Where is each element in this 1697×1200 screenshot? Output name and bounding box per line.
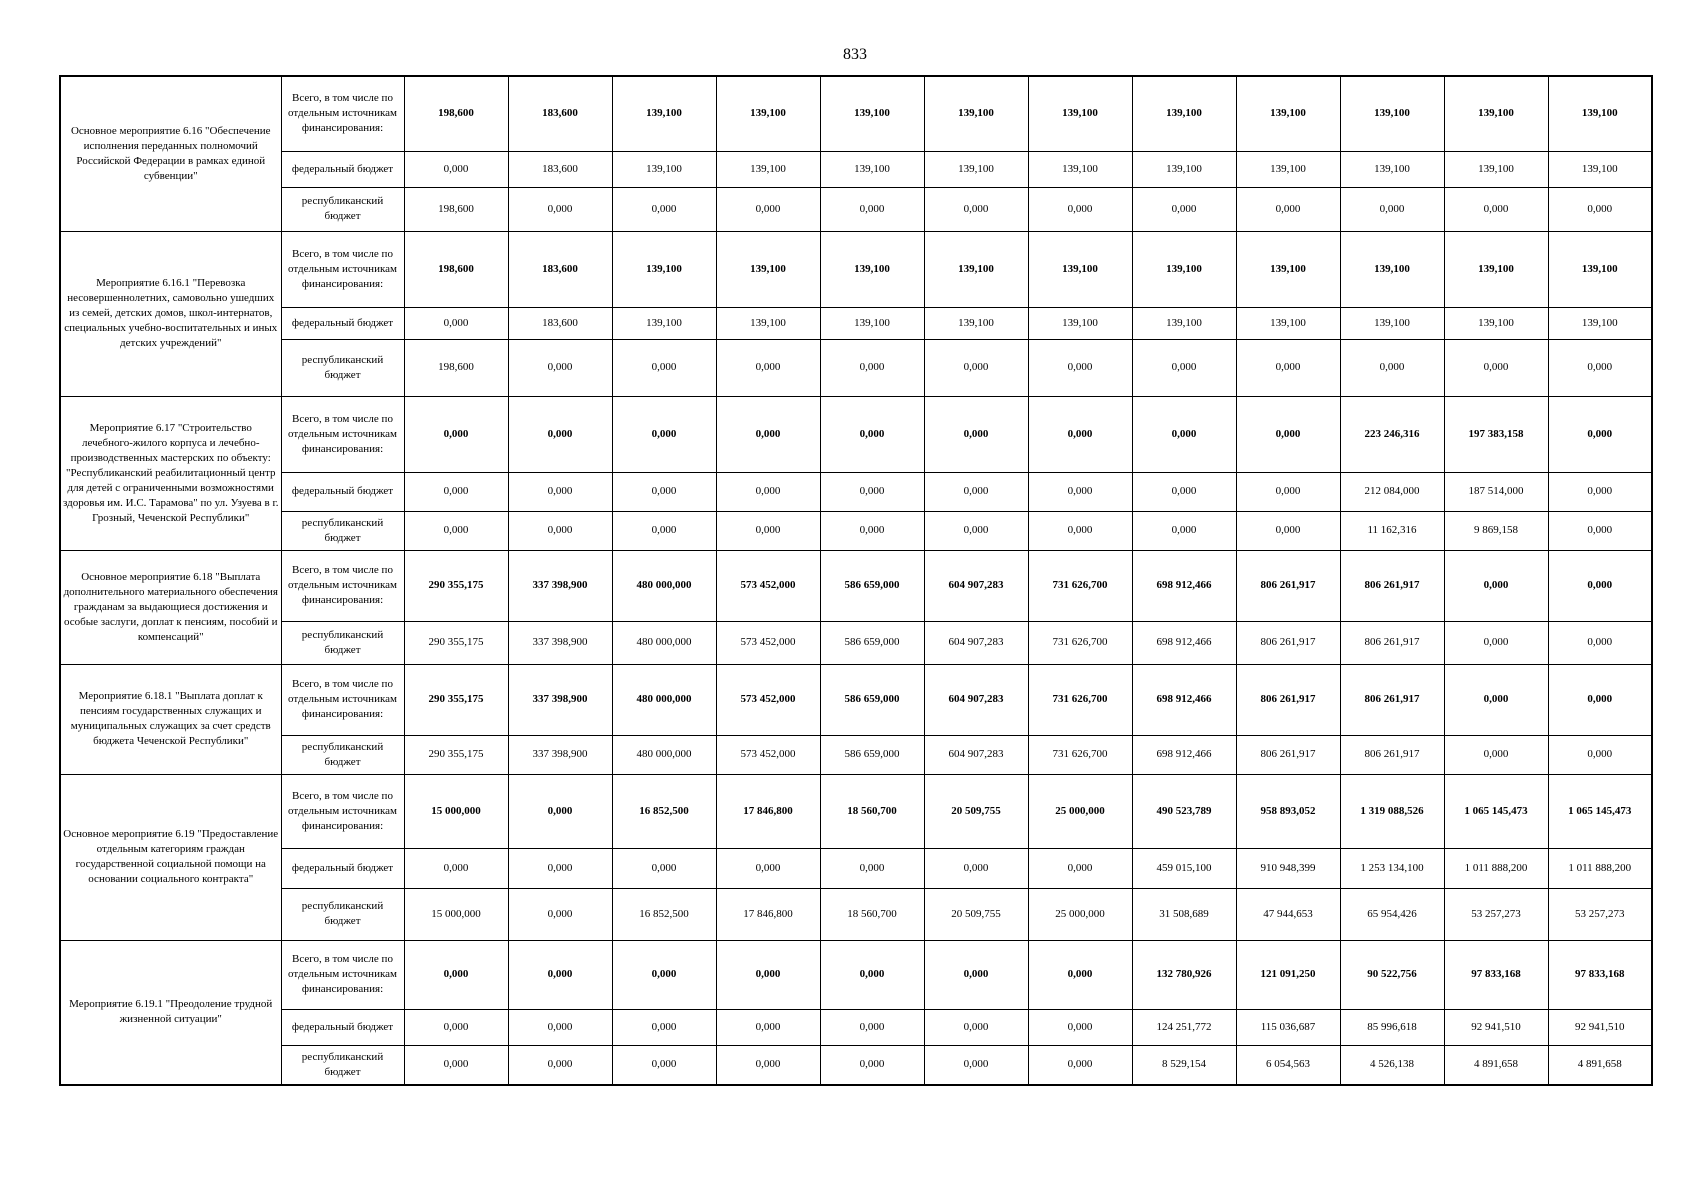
value-cell: 4 891,658 (1444, 1045, 1548, 1085)
value-cell: 139,100 (1236, 151, 1340, 187)
value-cell: 0,000 (820, 1045, 924, 1085)
funding-source-federal: федеральный бюджет (281, 1009, 404, 1045)
value-cell: 139,100 (716, 307, 820, 339)
value-cell: 0,000 (1548, 621, 1652, 664)
value-cell: 183,600 (508, 76, 612, 151)
value-cell: 18 560,700 (820, 888, 924, 940)
measure-title: Мероприятие 6.16.1 "Перевозка несовершеннолетних, самовольно ушедших из семей, детских домов, школ-интернатов, специальных учебно-воспитательных и иных детских учреждений" (60, 231, 281, 396)
value-cell: 1 319 088,526 (1340, 774, 1444, 848)
table-row (60, 76, 1652, 151)
value-cell: 31 508,689 (1132, 888, 1236, 940)
value-cell: 20 509,755 (924, 774, 1028, 848)
value-cell: 0,000 (1444, 735, 1548, 774)
value-cell: 480 000,000 (612, 664, 716, 735)
value-cell: 604 907,283 (924, 550, 1028, 621)
value-cell: 480 000,000 (612, 735, 716, 774)
value-cell: 139,100 (1028, 151, 1132, 187)
value-cell: 197 383,158 (1444, 396, 1548, 472)
value-cell: 698 912,466 (1132, 550, 1236, 621)
value-cell: 139,100 (1236, 76, 1340, 151)
value-cell: 604 907,283 (924, 735, 1028, 774)
funding-source-total: Всего, в том числе по отдельным источникам финансирования: (281, 396, 404, 472)
value-cell: 731 626,700 (1028, 550, 1132, 621)
value-cell: 139,100 (1340, 307, 1444, 339)
value-cell: 0,000 (1028, 511, 1132, 550)
value-cell: 139,100 (1236, 231, 1340, 307)
value-cell: 0,000 (1548, 472, 1652, 511)
value-cell: 0,000 (716, 187, 820, 231)
value-cell: 53 257,273 (1548, 888, 1652, 940)
value-cell: 0,000 (1340, 187, 1444, 231)
value-cell: 806 261,917 (1340, 550, 1444, 621)
value-cell: 0,000 (404, 1045, 508, 1085)
funding-source-republic: республиканский бюджет (281, 1045, 404, 1085)
value-cell: 139,100 (1132, 76, 1236, 151)
value-cell: 337 398,900 (508, 550, 612, 621)
value-cell: 65 954,426 (1340, 888, 1444, 940)
value-cell: 16 852,500 (612, 774, 716, 848)
value-cell: 0,000 (508, 774, 612, 848)
table-row (60, 550, 1652, 621)
value-cell: 604 907,283 (924, 621, 1028, 664)
value-cell: 0,000 (820, 187, 924, 231)
value-cell: 132 780,926 (1132, 940, 1236, 1009)
value-cell: 90 522,756 (1340, 940, 1444, 1009)
funding-source-republic: республиканский бюджет (281, 187, 404, 231)
value-cell: 139,100 (1028, 231, 1132, 307)
value-cell: 139,100 (612, 307, 716, 339)
value-cell: 0,000 (404, 307, 508, 339)
value-cell: 0,000 (924, 472, 1028, 511)
value-cell: 17 846,800 (716, 774, 820, 848)
value-cell: 198,600 (404, 76, 508, 151)
funding-source-federal: федеральный бюджет (281, 307, 404, 339)
table-row (60, 307, 1652, 339)
value-cell: 92 941,510 (1444, 1009, 1548, 1045)
value-cell: 139,100 (1548, 231, 1652, 307)
table-row (60, 888, 1652, 940)
value-cell: 139,100 (612, 76, 716, 151)
value-cell: 92 941,510 (1548, 1009, 1652, 1045)
value-cell: 139,100 (1132, 231, 1236, 307)
value-cell: 4 526,138 (1340, 1045, 1444, 1085)
value-cell: 0,000 (612, 1009, 716, 1045)
value-cell: 124 251,772 (1132, 1009, 1236, 1045)
value-cell: 8 529,154 (1132, 1045, 1236, 1085)
value-cell: 806 261,917 (1236, 664, 1340, 735)
value-cell: 490 523,789 (1132, 774, 1236, 848)
value-cell: 0,000 (924, 1045, 1028, 1085)
value-cell: 0,000 (404, 848, 508, 888)
funding-source-republic: республиканский бюджет (281, 888, 404, 940)
value-cell: 0,000 (1340, 339, 1444, 396)
value-cell: 0,000 (1132, 511, 1236, 550)
table-row (60, 1009, 1652, 1045)
value-cell: 0,000 (508, 848, 612, 888)
value-cell: 1 011 888,200 (1548, 848, 1652, 888)
value-cell: 0,000 (716, 396, 820, 472)
measure-title: Основное мероприятие 6.18 "Выплата дополнительного материального обеспечения гражданам за выдающиеся достижения и особые заслуги, доплат к пенсиям, пособий и компенсаций" (60, 550, 281, 664)
value-cell: 337 398,900 (508, 664, 612, 735)
value-cell: 806 261,917 (1236, 735, 1340, 774)
value-cell: 0,000 (716, 339, 820, 396)
funding-source-total: Всего, в том числе по отдельным источникам финансирования: (281, 76, 404, 151)
value-cell: 139,100 (1444, 76, 1548, 151)
value-cell: 0,000 (508, 1009, 612, 1045)
funding-source-total: Всего, в том числе по отдельным источникам финансирования: (281, 664, 404, 735)
value-cell: 139,100 (1132, 307, 1236, 339)
value-cell: 4 891,658 (1548, 1045, 1652, 1085)
value-cell: 11 162,316 (1340, 511, 1444, 550)
value-cell: 0,000 (508, 1045, 612, 1085)
value-cell: 0,000 (820, 940, 924, 1009)
value-cell: 0,000 (1444, 187, 1548, 231)
value-cell: 139,100 (716, 76, 820, 151)
value-cell: 139,100 (1340, 231, 1444, 307)
value-cell: 0,000 (508, 511, 612, 550)
value-cell: 47 944,653 (1236, 888, 1340, 940)
value-cell: 139,100 (924, 307, 1028, 339)
value-cell: 0,000 (1132, 396, 1236, 472)
value-cell: 139,100 (1132, 151, 1236, 187)
value-cell: 139,100 (924, 76, 1028, 151)
value-cell: 958 893,052 (1236, 774, 1340, 848)
value-cell: 0,000 (1444, 621, 1548, 664)
value-cell: 0,000 (508, 888, 612, 940)
value-cell: 183,600 (508, 151, 612, 187)
funding-source-total: Всего, в том числе по отдельным источникам финансирования: (281, 231, 404, 307)
value-cell: 183,600 (508, 307, 612, 339)
value-cell: 337 398,900 (508, 735, 612, 774)
value-cell: 139,100 (612, 151, 716, 187)
value-cell: 0,000 (1028, 187, 1132, 231)
table-row (60, 472, 1652, 511)
value-cell: 806 261,917 (1340, 735, 1444, 774)
value-cell: 25 000,000 (1028, 774, 1132, 848)
value-cell: 0,000 (924, 187, 1028, 231)
value-cell: 290 355,175 (404, 621, 508, 664)
value-cell: 139,100 (1028, 307, 1132, 339)
value-cell: 198,600 (404, 231, 508, 307)
value-cell: 806 261,917 (1340, 621, 1444, 664)
value-cell: 16 852,500 (612, 888, 716, 940)
value-cell: 573 452,000 (716, 550, 820, 621)
funding-source-total: Всего, в том числе по отдельным источникам финансирования: (281, 940, 404, 1009)
funding-source-federal: федеральный бюджет (281, 848, 404, 888)
value-cell: 0,000 (820, 396, 924, 472)
value-cell: 0,000 (820, 472, 924, 511)
page-number: 833 (843, 46, 867, 63)
value-cell: 0,000 (1132, 339, 1236, 396)
value-cell: 198,600 (404, 187, 508, 231)
budget-table (59, 75, 1653, 1086)
value-cell: 0,000 (716, 848, 820, 888)
value-cell: 139,100 (1340, 151, 1444, 187)
measure-title: Мероприятие 6.18.1 "Выплата доплат к пенсиям государственных служащих и муниципальных служащих за счет средств бюджета Чеченской Республики" (60, 664, 281, 774)
value-cell: 15 000,000 (404, 774, 508, 848)
value-cell: 9 869,158 (1444, 511, 1548, 550)
value-cell: 0,000 (1028, 472, 1132, 511)
value-cell: 0,000 (612, 1045, 716, 1085)
value-cell: 0,000 (612, 339, 716, 396)
value-cell: 0,000 (1236, 511, 1340, 550)
value-cell: 0,000 (1548, 664, 1652, 735)
value-cell: 910 948,399 (1236, 848, 1340, 888)
value-cell: 0,000 (404, 396, 508, 472)
value-cell: 586 659,000 (820, 664, 924, 735)
value-cell: 698 912,466 (1132, 735, 1236, 774)
measure-title: Основное мероприятие 6.16 "Обеспечение исполнения переданных полномочий Российской Федерации в рамках единой субвенции" (60, 76, 281, 231)
funding-source-federal: федеральный бюджет (281, 151, 404, 187)
value-cell: 0,000 (820, 339, 924, 396)
value-cell: 290 355,175 (404, 550, 508, 621)
value-cell: 0,000 (612, 472, 716, 511)
value-cell: 0,000 (1028, 1009, 1132, 1045)
value-cell: 139,100 (716, 151, 820, 187)
table-row (60, 735, 1652, 774)
value-cell: 139,100 (1548, 151, 1652, 187)
funding-source-republic: республиканский бюджет (281, 511, 404, 550)
value-cell: 53 257,273 (1444, 888, 1548, 940)
value-cell: 0,000 (924, 1009, 1028, 1045)
value-cell: 480 000,000 (612, 621, 716, 664)
value-cell: 139,100 (1236, 307, 1340, 339)
value-cell: 0,000 (612, 848, 716, 888)
funding-source-federal: федеральный бюджет (281, 472, 404, 511)
value-cell: 139,100 (1444, 151, 1548, 187)
measure-title: Основное мероприятие 6.19 "Предоставление отдельным категориям граждан государственной социальной помощи на основании социального контракта" (60, 774, 281, 940)
value-cell: 0,000 (404, 151, 508, 187)
value-cell: 85 996,618 (1340, 1009, 1444, 1045)
table-row (60, 621, 1652, 664)
value-cell: 0,000 (1548, 735, 1652, 774)
table-row (60, 396, 1652, 472)
value-cell: 0,000 (1028, 940, 1132, 1009)
value-cell: 139,100 (924, 231, 1028, 307)
value-cell: 139,100 (1340, 76, 1444, 151)
measure-title: Мероприятие 6.19.1 "Преодоление трудной жизненной ситуации" (60, 940, 281, 1085)
value-cell: 0,000 (1132, 472, 1236, 511)
value-cell: 97 833,168 (1444, 940, 1548, 1009)
table-row (60, 1045, 1652, 1085)
value-cell: 0,000 (404, 940, 508, 1009)
value-cell: 0,000 (716, 1045, 820, 1085)
value-cell: 0,000 (404, 1009, 508, 1045)
value-cell: 0,000 (1236, 339, 1340, 396)
value-cell: 0,000 (1028, 339, 1132, 396)
value-cell: 1 065 145,473 (1444, 774, 1548, 848)
table-row (60, 231, 1652, 307)
value-cell: 0,000 (1028, 1045, 1132, 1085)
funding-source-total: Всего, в том числе по отдельным источникам финансирования: (281, 550, 404, 621)
table-row (60, 848, 1652, 888)
value-cell: 0,000 (612, 396, 716, 472)
value-cell: 0,000 (924, 940, 1028, 1009)
value-cell: 698 912,466 (1132, 621, 1236, 664)
value-cell: 0,000 (924, 339, 1028, 396)
value-cell: 0,000 (924, 396, 1028, 472)
value-cell: 0,000 (612, 187, 716, 231)
funding-source-republic: республиканский бюджет (281, 735, 404, 774)
value-cell: 212 084,000 (1340, 472, 1444, 511)
value-cell: 0,000 (924, 848, 1028, 888)
value-cell: 0,000 (1236, 396, 1340, 472)
value-cell: 0,000 (508, 339, 612, 396)
value-cell: 97 833,168 (1548, 940, 1652, 1009)
value-cell: 17 846,800 (716, 888, 820, 940)
value-cell: 6 054,563 (1236, 1045, 1340, 1085)
value-cell: 0,000 (716, 511, 820, 550)
value-cell: 139,100 (716, 231, 820, 307)
value-cell: 0,000 (820, 1009, 924, 1045)
value-cell: 0,000 (924, 511, 1028, 550)
value-cell: 290 355,175 (404, 735, 508, 774)
value-cell: 0,000 (716, 940, 820, 1009)
value-cell: 0,000 (1548, 511, 1652, 550)
value-cell: 0,000 (1444, 550, 1548, 621)
value-cell: 459 015,100 (1132, 848, 1236, 888)
value-cell: 0,000 (1548, 396, 1652, 472)
table-row (60, 664, 1652, 735)
value-cell: 139,100 (1028, 76, 1132, 151)
value-cell: 0,000 (508, 472, 612, 511)
table-row (60, 511, 1652, 550)
table-row (60, 339, 1652, 396)
value-cell: 0,000 (404, 511, 508, 550)
value-cell: 731 626,700 (1028, 664, 1132, 735)
value-cell: 0,000 (1444, 664, 1548, 735)
value-cell: 187 514,000 (1444, 472, 1548, 511)
value-cell: 573 452,000 (716, 621, 820, 664)
value-cell: 586 659,000 (820, 550, 924, 621)
funding-source-republic: республиканский бюджет (281, 621, 404, 664)
value-cell: 25 000,000 (1028, 888, 1132, 940)
value-cell: 121 091,250 (1236, 940, 1340, 1009)
funding-source-total: Всего, в том числе по отдельным источникам финансирования: (281, 774, 404, 848)
table-row (60, 774, 1652, 848)
value-cell: 0,000 (820, 848, 924, 888)
table-row (60, 940, 1652, 1009)
value-cell: 573 452,000 (716, 664, 820, 735)
value-cell: 20 509,755 (924, 888, 1028, 940)
value-cell: 604 907,283 (924, 664, 1028, 735)
value-cell: 139,100 (820, 151, 924, 187)
value-cell: 0,000 (1028, 848, 1132, 888)
value-cell: 586 659,000 (820, 735, 924, 774)
value-cell: 0,000 (1236, 472, 1340, 511)
value-cell: 139,100 (612, 231, 716, 307)
value-cell: 139,100 (1444, 307, 1548, 339)
value-cell: 139,100 (820, 307, 924, 339)
table-row (60, 187, 1652, 231)
value-cell: 573 452,000 (716, 735, 820, 774)
value-cell: 0,000 (1548, 339, 1652, 396)
measure-title: Мероприятие 6.17 "Строительство лечебного-жилого корпуса и лечебно-производственных мастерских по объекту: "Республиканский реабилитационный центр для детей с ограниченными возможностями здоровья им. И.С. Тарамова" по ул. Узуева в г. Грозный, Чеченской Республики" (60, 396, 281, 550)
value-cell: 806 261,917 (1236, 550, 1340, 621)
value-cell: 115 036,687 (1236, 1009, 1340, 1045)
value-cell: 0,000 (508, 396, 612, 472)
value-cell: 1 253 134,100 (1340, 848, 1444, 888)
value-cell: 139,100 (924, 151, 1028, 187)
value-cell: 1 011 888,200 (1444, 848, 1548, 888)
value-cell: 698 912,466 (1132, 664, 1236, 735)
value-cell: 731 626,700 (1028, 735, 1132, 774)
value-cell: 139,100 (1548, 307, 1652, 339)
value-cell: 806 261,917 (1236, 621, 1340, 664)
value-cell: 0,000 (1236, 187, 1340, 231)
value-cell: 139,100 (1444, 231, 1548, 307)
value-cell: 0,000 (820, 511, 924, 550)
value-cell: 731 626,700 (1028, 621, 1132, 664)
value-cell: 337 398,900 (508, 621, 612, 664)
value-cell: 198,600 (404, 339, 508, 396)
value-cell: 1 065 145,473 (1548, 774, 1652, 848)
value-cell: 586 659,000 (820, 621, 924, 664)
value-cell: 0,000 (716, 1009, 820, 1045)
value-cell: 0,000 (508, 187, 612, 231)
value-cell: 18 560,700 (820, 774, 924, 848)
value-cell: 0,000 (1444, 339, 1548, 396)
value-cell: 139,100 (820, 231, 924, 307)
value-cell: 139,100 (820, 76, 924, 151)
table-row (60, 151, 1652, 187)
value-cell: 0,000 (612, 511, 716, 550)
value-cell: 0,000 (508, 940, 612, 1009)
value-cell: 0,000 (1548, 550, 1652, 621)
value-cell: 0,000 (1028, 396, 1132, 472)
value-cell: 223 246,316 (1340, 396, 1444, 472)
value-cell: 0,000 (404, 472, 508, 511)
value-cell: 15 000,000 (404, 888, 508, 940)
value-cell: 0,000 (1548, 187, 1652, 231)
value-cell: 139,100 (1548, 76, 1652, 151)
value-cell: 0,000 (716, 472, 820, 511)
value-cell: 183,600 (508, 231, 612, 307)
value-cell: 480 000,000 (612, 550, 716, 621)
value-cell: 290 355,175 (404, 664, 508, 735)
funding-source-republic: республиканский бюджет (281, 339, 404, 396)
value-cell: 0,000 (612, 940, 716, 1009)
value-cell: 806 261,917 (1340, 664, 1444, 735)
value-cell: 0,000 (1132, 187, 1236, 231)
